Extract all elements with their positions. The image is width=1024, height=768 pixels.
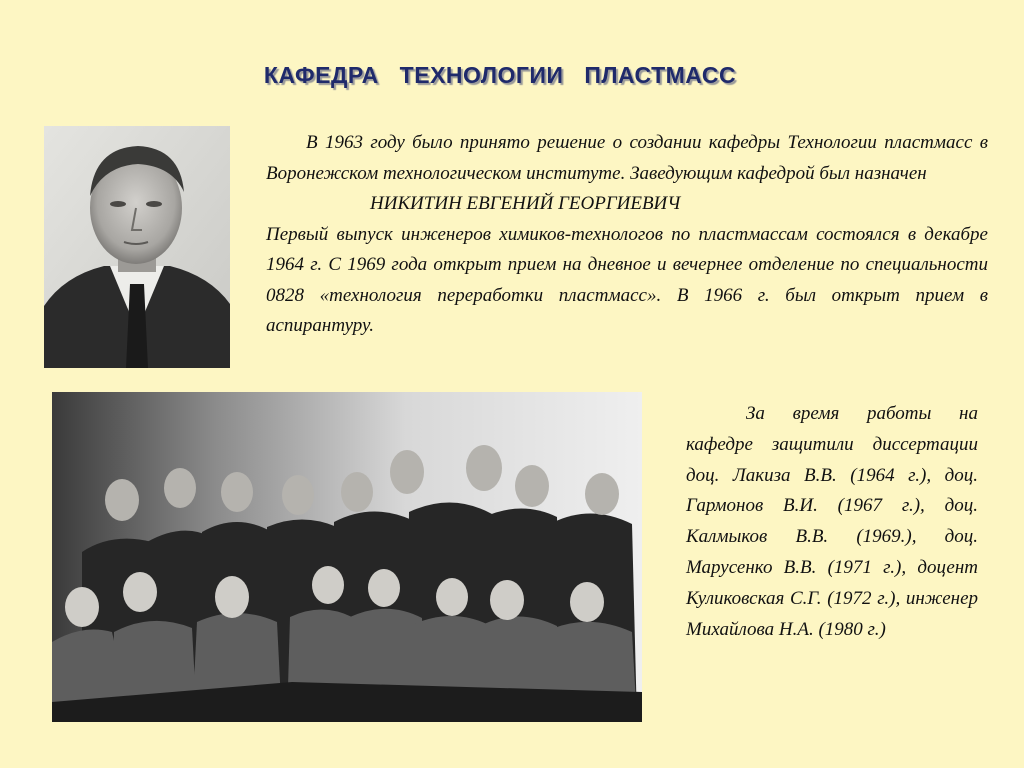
portrait-photo xyxy=(44,126,230,368)
intro-paragraph-1: В 1963 году было принято решение о создании кафедры Технологии пластмасс в Воронежском технологическом институте. Заведующим кафедрой был назначен xyxy=(266,132,988,184)
group-photo xyxy=(52,392,642,722)
dissertations-text: За время работы на кафедре защитили диссертации доц. Лакиза В.В. (1964 г.), доц. Гармонов В.И. (1967 г.), доц. Калмыков В.В. (1969.), доц. Марусенко В.В. (1971 г.), доцент Куликовская С.Г. (1972 г.), инженер Михайлова Н.А. (1980 г.) xyxy=(686,403,978,640)
intro-paragraph-2: Первый выпуск инженеров химиков-технологов по пластмассам состоялся в декабре 1964 г. С 1969 года открыт прием на дневное и вечернее отделение по специальности 0828 «технология переработки пластмасс». В 1966 г. был открыт прием в аспирантуру. xyxy=(266,223,988,336)
intro-text xyxy=(266,128,988,342)
page-title: КАФЕДРА ТЕХНОЛОГИИ ПЛАСТМАСС xyxy=(263,62,737,88)
head-of-department-name: НИКИТИН ЕВГЕНИЙ ГЕОРГИЕВИЧ xyxy=(370,193,681,214)
